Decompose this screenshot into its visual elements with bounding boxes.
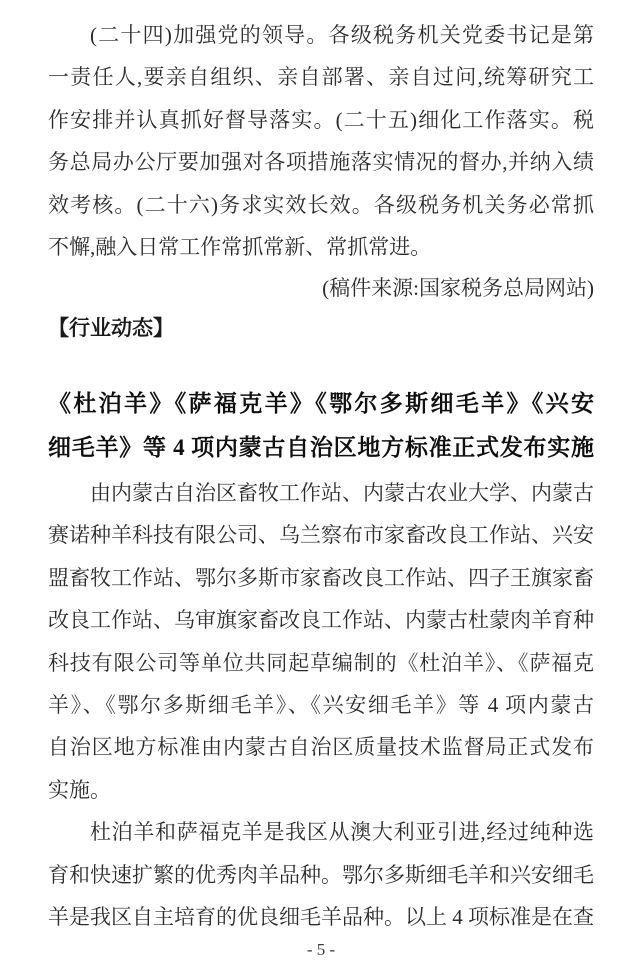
text-line: 羊是我区自主培育的优良细毛羊品种。以上 4 项标准是在查 — [48, 905, 594, 930]
text-line: 作安排并认真抓好督导落实。(二十五)细化工作落实。税 — [48, 107, 594, 132]
text-line: 效考核。(二十六)务求实效长效。各级税务机关务必常抓 — [48, 192, 594, 217]
article-title-line: 细毛羊》等 4 项内蒙古自治区地方标准正式发布实施 — [48, 435, 594, 461]
text-line: 盟畜牧工作站、鄂尔多斯市家畜改良工作站、四子王旗家畜 — [48, 565, 594, 590]
paragraph-party-leadership — [48, 14, 594, 268]
text-line: 科技有限公司等单位共同起草编制的《杜泊羊》、《萨福克 — [48, 650, 594, 675]
text-line: 一责任人,要亲自组织、亲自部署、亲自过问,统筹研究工 — [48, 65, 594, 90]
text-line: 羊》、《鄂尔多斯细毛羊》、《兴安细毛羊》等 4 项内蒙古 — [48, 693, 594, 718]
text-line: 务总局办公厅要加强对各项措施落实情况的督办,并纳入绩 — [48, 150, 594, 175]
text-line: 杜泊羊和萨福克羊是我区从澳大利亚引进,经过纯种选 — [90, 820, 594, 845]
text-line: (二十四)加强党的领导。各级税务机关党委书记是第 — [90, 23, 594, 47]
page-content — [48, 14, 594, 939]
paragraph-breed-description — [48, 811, 594, 938]
source-attribution: (稿件来源:国家税务总局网站) — [322, 276, 594, 301]
article-title — [48, 382, 594, 470]
text-line: 不懈,融入日常工作常抓常新、常抓常进。 — [48, 235, 432, 260]
page-number: - 5 - — [306, 940, 336, 959]
text-line: 育和快速扩繁的优秀肉羊品种。鄂尔多斯细毛羊和兴安细毛 — [48, 862, 594, 887]
article-title-line: 《杜泊羊》《萨福克羊》《鄂尔多斯细毛羊》《兴安 — [48, 391, 594, 417]
text-line: 改良工作站、乌审旗家畜改良工作站、内蒙古杜蒙肉羊育种 — [48, 608, 594, 633]
text-line: 由内蒙古自治区畜牧工作站、内蒙古农业大学、内蒙古 — [90, 481, 594, 506]
text-line: 赛诺种羊科技有限公司、乌兰察布市家畜改良工作站、兴安 — [48, 523, 594, 548]
text-line: 实施。 — [48, 777, 111, 802]
paragraph-drafting-units — [48, 472, 594, 811]
text-line: 自治区地方标准由内蒙古自治区质量技术监督局正式发布 — [48, 735, 594, 760]
section-header-industry-news: 【行业动态】 — [48, 317, 174, 341]
